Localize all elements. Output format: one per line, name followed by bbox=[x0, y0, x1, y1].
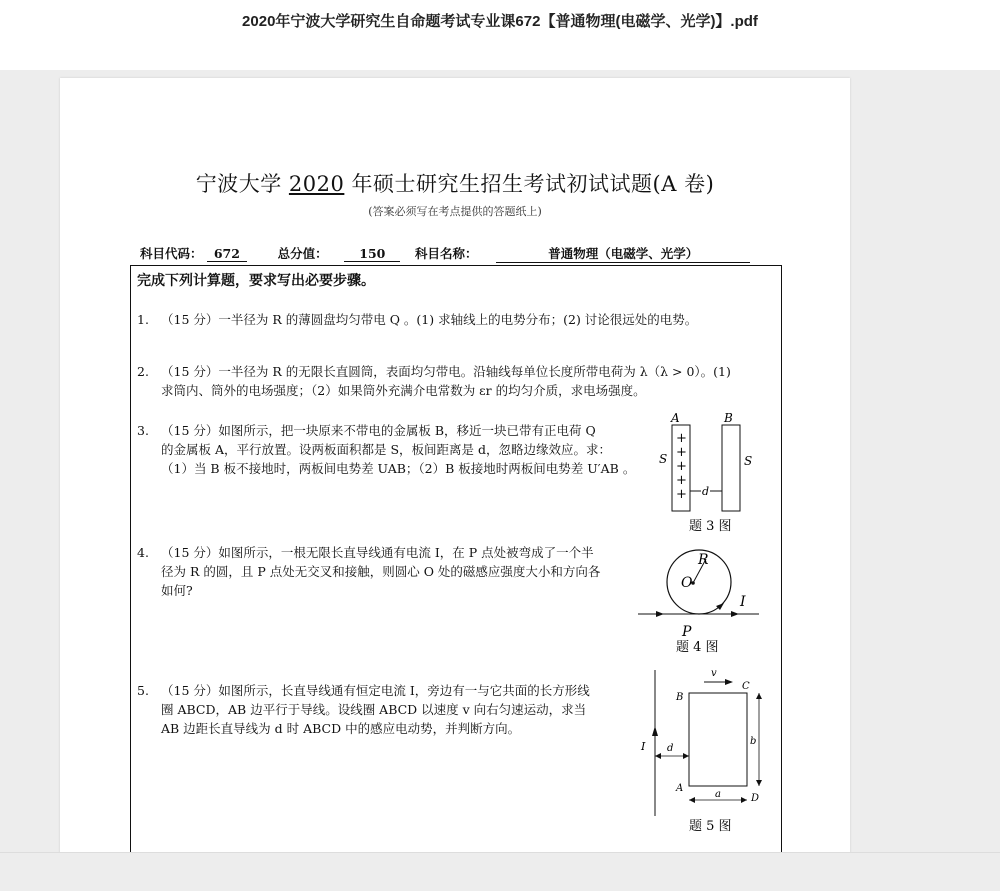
arrow-icon bbox=[652, 726, 658, 736]
arrow-icon bbox=[741, 797, 747, 803]
arrow-icon bbox=[655, 753, 661, 759]
plus-sign: + bbox=[676, 473, 687, 488]
figure-5-coil bbox=[639, 668, 769, 834]
arrow-icon bbox=[689, 797, 695, 803]
fig3-label-s-left: S bbox=[659, 452, 668, 466]
plus-sign: + bbox=[676, 459, 687, 474]
question-line: 径为 R 的圆，且 P 点处无交叉和接触，则圆心 O 处的磁感应强度大小和方向各 bbox=[161, 564, 601, 579]
fig5-label-v: v bbox=[711, 668, 717, 679]
code-value: 672 bbox=[207, 246, 247, 262]
score-label: 总分值： bbox=[277, 246, 328, 261]
fig5-label-bb: b bbox=[750, 736, 757, 747]
fig5-label-dd: d bbox=[667, 743, 674, 754]
document-title: 2020年宁波大学研究生自命题考试专业课672【普通物理(电磁学、光学)】.pdf bbox=[242, 13, 758, 30]
fig4-label-i: I bbox=[740, 594, 746, 610]
arrow-icon bbox=[683, 753, 689, 759]
fig3-caption: 题 3 图 bbox=[689, 519, 732, 534]
exam-title-pre: 宁波大学 bbox=[195, 172, 289, 196]
fig3-label-a: A bbox=[671, 411, 680, 425]
fig5-label-b: B bbox=[676, 692, 684, 703]
coil-abcd bbox=[689, 693, 747, 786]
question-line: （1）当 B 板不接地时，两板间电势差 UAB；（2）B 板接地时两板间电势差 U′AB 。 bbox=[161, 461, 636, 476]
question-line: （15 分）如图所示，一根无限长直导线通有电流 I，在 P 点处被弯成了一个半 bbox=[161, 545, 594, 560]
arrow-icon bbox=[656, 611, 664, 617]
fig4-label-o: O bbox=[681, 575, 693, 591]
viewer-footer bbox=[0, 852, 1000, 891]
question-line: AB 边距长直导线为 d 时 ABCD 中的感应电动势，并判断方向。 bbox=[161, 721, 521, 736]
subject-info-row bbox=[140, 244, 750, 263]
plus-sign: + bbox=[676, 487, 687, 502]
question-line: （15 分）一半径为 R 的薄圆盘均匀带电 Q 。(1) 求轴线上的电势分布；(2) 讨论很远处的电势。 bbox=[161, 312, 698, 327]
instruction: 完成下列计算题，要求写出必要步骤。 bbox=[137, 273, 375, 289]
fig5-label-c: C bbox=[742, 681, 750, 692]
question-line: （15 分）如图所示，长直导线通有恒定电流 I，旁边有一与它共面的长方形线 bbox=[161, 683, 590, 698]
fig4-label-r: R bbox=[698, 552, 709, 568]
question-number: 1. bbox=[137, 312, 149, 327]
question-number: 5. bbox=[137, 683, 149, 698]
plus-sign: + bbox=[676, 431, 687, 446]
arrow-icon bbox=[731, 611, 739, 617]
fig3-label-d: d bbox=[702, 485, 710, 498]
question-line: 求筒内、筒外的电场强度；（2）如果筒外充满介电常数为 εr 的均匀介质，求电场强度。 bbox=[161, 383, 646, 398]
score-value: 150 bbox=[344, 246, 400, 262]
question-number: 4. bbox=[137, 545, 149, 560]
fig5-label-i: I bbox=[641, 740, 646, 753]
question-line: 的金属板 A，平行放置。设两板面积都是 S，板间距离是 d，忽略边缘效应。求： bbox=[161, 442, 612, 457]
subject-value: 普通物理（电磁学、光学） bbox=[496, 244, 750, 263]
exam-title-post: 年硕士研究生招生考试初试试题(A 卷) bbox=[344, 172, 715, 196]
exam-year: 2020 bbox=[288, 172, 345, 196]
arrow-icon bbox=[756, 693, 762, 699]
arrow-icon bbox=[756, 780, 762, 786]
question-line: （15 分）如图所示，把一块原来不带电的金属板 B，移近一块已带有正电荷 Q bbox=[161, 423, 596, 438]
question-line: 如何? bbox=[161, 583, 193, 598]
fig4-label-p: P bbox=[682, 624, 692, 640]
fig5-label-aa: a bbox=[715, 789, 721, 800]
fig3-label-s-right: S bbox=[744, 454, 753, 468]
question-number: 3. bbox=[137, 423, 149, 438]
fig5-caption: 题 5 图 bbox=[689, 819, 732, 834]
fig4-caption: 题 4 图 bbox=[676, 640, 719, 655]
question-frame bbox=[130, 265, 782, 858]
pdf-page bbox=[60, 78, 850, 858]
question-line: （15 分）一半径为 R 的无限长直圆筒，表面均匀带电。沿轴线每单位长度所带电荷为 λ（λ > 0）。(1) bbox=[161, 364, 731, 379]
figure-3-capacitor bbox=[651, 408, 761, 538]
question-number: 2. bbox=[137, 364, 149, 379]
code-label: 科目代码： bbox=[140, 246, 203, 261]
exam-note: (答案必须写在考点提供的答题纸上) bbox=[368, 205, 542, 218]
viewer-toolbar bbox=[0, 0, 1000, 70]
fig5-label-a: A bbox=[676, 783, 684, 794]
arrow-icon bbox=[725, 679, 733, 685]
figure-4-loop bbox=[636, 544, 766, 656]
subject-label: 科目名称： bbox=[415, 246, 478, 261]
fig5-label-d: D bbox=[751, 793, 760, 804]
plus-sign: + bbox=[676, 445, 687, 460]
exam-title bbox=[60, 168, 850, 198]
fig3-label-b: B bbox=[724, 411, 733, 425]
plate-b bbox=[722, 425, 740, 511]
question-line: 圈 ABCD，AB 边平行于导线。设线圈 ABCD 以速度 v 向右匀速运动，求当 bbox=[161, 702, 587, 717]
